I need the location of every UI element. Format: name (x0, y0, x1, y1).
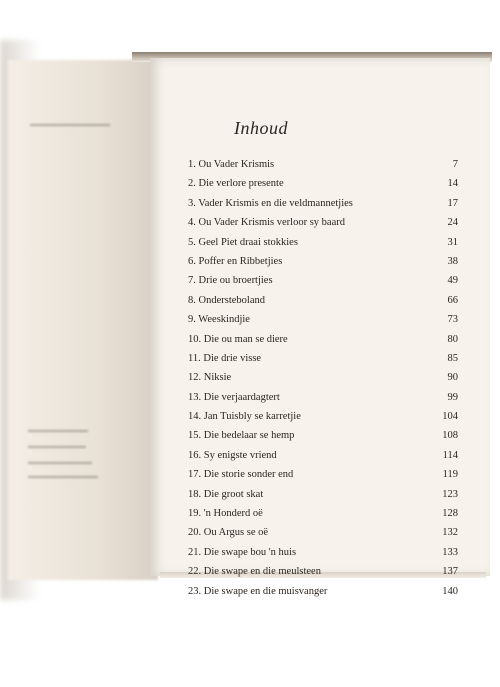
toc-entry-page: 66 (447, 294, 458, 306)
bleed-through-line (28, 476, 98, 478)
toc-entry (188, 523, 458, 542)
toc-entry-page: 73 (447, 314, 458, 326)
toc-entry-title: 10. Die ou man se diere (188, 333, 288, 345)
toc-entry-page: 108 (442, 430, 458, 442)
toc-entry-title: 2. Die verlore presente (188, 178, 284, 190)
toc-entry-page: 80 (447, 333, 458, 345)
toc-entry (188, 252, 458, 271)
toc-entry-page: 38 (447, 255, 458, 267)
table-of-contents (188, 155, 458, 601)
bleed-through-line (28, 462, 92, 464)
toc-entry-title: 5. Geel Piet draai stokkies (188, 236, 298, 248)
toc-entry-title: 21. Die swape bou 'n huis (188, 546, 297, 558)
toc-entry-title: 3. Vader Krismis en die veldmannetjies (188, 197, 353, 209)
toc-entry (188, 233, 458, 252)
toc-entry (188, 213, 458, 232)
toc-entry-title: 15. Die bedelaar se hemp (188, 430, 295, 442)
bleed-through-line (28, 430, 88, 432)
toc-entry-title: 18. Die groot skat (188, 488, 264, 500)
toc-entry-page: 119 (442, 469, 458, 481)
bleed-through-line (28, 446, 86, 448)
toc-entry (188, 194, 458, 213)
toc-entry (188, 426, 458, 445)
toc-entry (188, 155, 458, 174)
toc-entry-title: 13. Die verjaardagtert (188, 391, 280, 403)
toc-entry-title: 7. Drie ou broertjies (188, 275, 273, 287)
toc-entry-page: 49 (447, 275, 458, 287)
toc-entry (188, 446, 458, 465)
toc-entry-page: 31 (447, 236, 458, 248)
toc-entry-page: 132 (442, 527, 458, 539)
toc-entry-page: 99 (447, 391, 458, 403)
toc-entry-title: 6. Poffer en Ribbetjies (188, 255, 283, 267)
toc-entry (188, 407, 458, 426)
toc-entry-title: 16. Sy enigste vriend (188, 449, 277, 461)
toc-entry-page: 128 (442, 508, 458, 520)
toc-entry (188, 349, 458, 368)
toc-entry (188, 330, 458, 349)
toc-entry-page: 90 (447, 372, 458, 384)
toc-entry (188, 562, 458, 581)
toc-entry-page: 17 (447, 197, 458, 209)
toc-entry-title: 22. Die swape en die meulsteen (188, 566, 321, 578)
toc-entry (188, 465, 458, 484)
toc-entry-page: 104 (442, 411, 458, 423)
toc-entry-page: 114 (442, 449, 458, 461)
toc-entry-page: 85 (447, 352, 458, 364)
toc-entry-page: 133 (442, 546, 458, 558)
toc-entry-title: 20. Ou Argus se oë (188, 527, 269, 539)
toc-entry (188, 174, 458, 193)
toc-entry-title: 19. 'n Honderd oë (188, 508, 263, 520)
contents-heading: Inhoud (234, 118, 288, 138)
toc-entry-page: 7 (452, 159, 458, 170)
toc-entry (188, 504, 458, 523)
toc-entry-title: 8. Ondersteboland (188, 294, 265, 306)
toc-entry (188, 388, 458, 407)
toc-entry (188, 485, 458, 504)
toc-entry (188, 271, 458, 290)
toc-entry-title: 23. Die swape en die muisvanger (188, 585, 328, 597)
toc-entry-title: 17. Die storie sonder end (188, 469, 294, 481)
toc-entry-page: 137 (442, 566, 458, 578)
toc-entry-title: 11. Die drie visse (188, 352, 262, 364)
toc-entry (188, 310, 458, 329)
toc-entry-page: 24 (447, 217, 458, 229)
toc-entry-title: 14. Jan Tuisbly se karretjie (188, 411, 301, 423)
toc-entry-page: 140 (442, 585, 458, 597)
toc-entry (188, 543, 458, 562)
toc-entry-page: 123 (442, 488, 458, 500)
toc-entry-title: 1. Ou Vader Krismis (188, 159, 275, 170)
toc-entry (188, 291, 458, 310)
toc-entry (188, 582, 458, 601)
toc-entry (188, 368, 458, 387)
toc-entry-title: 12. Niksie (188, 372, 232, 384)
toc-entry-title: 4. Ou Vader Krismis verloor sy baard (188, 217, 345, 229)
toc-entry-title: 9. Weeskindjie (188, 314, 250, 326)
toc-entry-page: 14 (447, 178, 458, 190)
